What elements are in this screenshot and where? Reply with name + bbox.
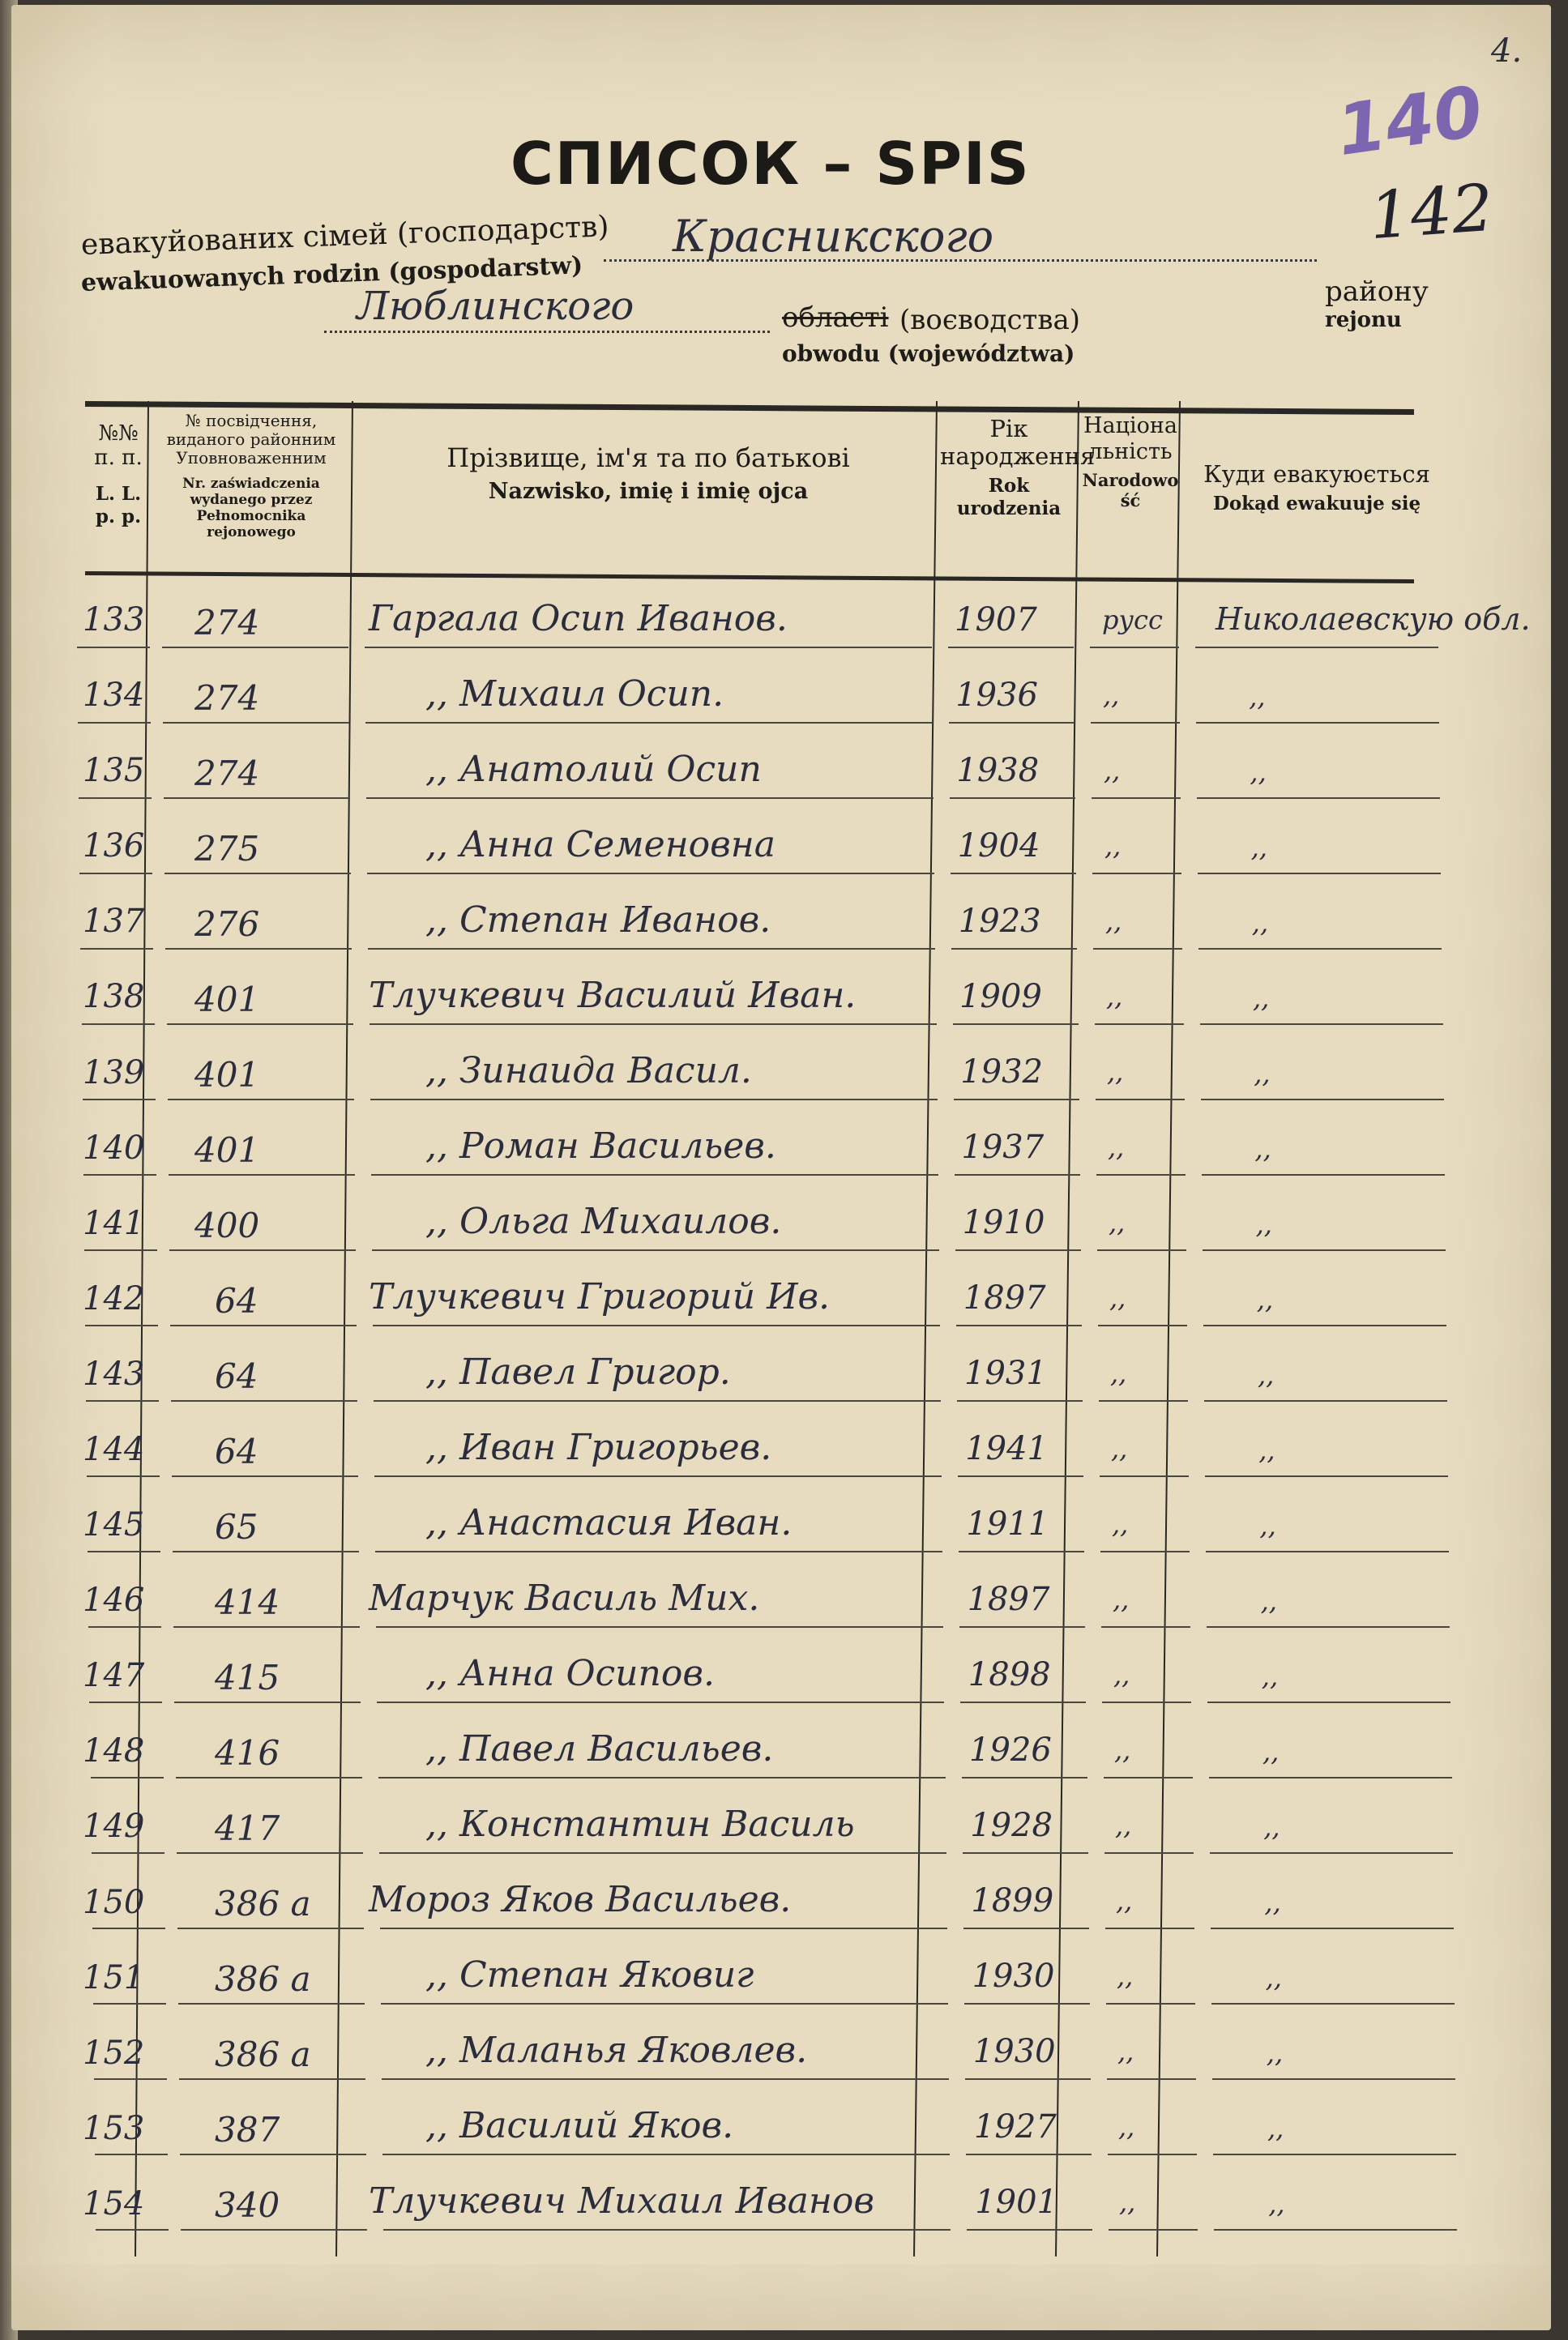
- row-rule-cert: [170, 1325, 357, 1326]
- row-number: 142: [83, 1279, 145, 1317]
- row-number: 140: [83, 1129, 145, 1167]
- row-name: ,, Иван Григорьев.: [425, 1427, 772, 1468]
- row-destination: ,,: [1255, 1209, 1272, 1240]
- row-certificate: 401: [194, 1130, 260, 1170]
- row-number: 146: [83, 1582, 145, 1620]
- row-rule-cert: [168, 1099, 354, 1100]
- row-rule-year: [949, 722, 1075, 724]
- row-certificate: 64: [215, 1432, 258, 1471]
- row-name: ,, Анастасия Иван.: [425, 1502, 793, 1544]
- row-rule-name: [365, 722, 933, 724]
- row-name: ,, Михаил Осип.: [425, 673, 724, 715]
- row-nationality: ,,: [1119, 2187, 1136, 2218]
- row-rule-num: [83, 1174, 156, 1176]
- header-num: №№ п. п. L. L. p. p.: [94, 421, 143, 527]
- region-handwritten: Люблинского: [357, 284, 634, 329]
- row-rule-dest: [1197, 797, 1440, 799]
- row-rule-year: [950, 797, 1075, 799]
- row-year: 1937: [961, 1129, 1045, 1166]
- row-rule-cert: [174, 1702, 361, 1703]
- row-nationality: ,,: [1118, 2112, 1135, 2142]
- row-nationality: ,,: [1112, 1509, 1129, 1539]
- row-rule-year: [966, 2154, 1092, 2155]
- row-rule-num: [78, 722, 151, 724]
- row-name: ,, Павел Григор.: [425, 1351, 731, 1393]
- row-nationality: ,,: [1105, 906, 1122, 937]
- row-rule-num: [96, 2229, 169, 2231]
- stamp-number-c: 4.: [1491, 32, 1523, 70]
- row-name: ,, Константин Василь: [425, 1804, 855, 1845]
- row-rule-nat: [1102, 1702, 1191, 1703]
- row-rule-year: [963, 1852, 1088, 1854]
- row-number: 145: [83, 1506, 145, 1544]
- row-nationality: ,,: [1113, 1659, 1130, 1690]
- row-nationality: ,,: [1109, 1283, 1126, 1313]
- row-rule-cert: [171, 1400, 357, 1402]
- row-year: 1936: [955, 677, 1038, 714]
- row-number: 136: [83, 827, 145, 865]
- row-rule-name: [377, 1702, 944, 1703]
- row-year: 1899: [971, 1882, 1054, 1919]
- row-destination: ,,: [1266, 2038, 1284, 2069]
- row-name: Гаргала Осип Иванов.: [369, 598, 788, 639]
- row-rule-num: [77, 647, 150, 648]
- row-certificate: 401: [194, 980, 260, 1019]
- row-number: 149: [83, 1808, 145, 1846]
- subheader-line1-uk: евакуйованих сімей (господарств): [80, 210, 610, 262]
- row-rule-dest: [1201, 1099, 1444, 1100]
- row-rule-nat: [1109, 2229, 1198, 2231]
- row-rule-num: [86, 1400, 159, 1402]
- row-year: 1910: [962, 1204, 1045, 1241]
- region-label-uk-rest: (воєводства): [899, 304, 1080, 336]
- row-rule-dest: [1198, 948, 1442, 950]
- row-destination: ,,: [1267, 2113, 1284, 2144]
- row-number: 143: [83, 1355, 145, 1393]
- row-year: 1932: [960, 1053, 1043, 1091]
- row-certificate: 64: [215, 1281, 258, 1321]
- row-certificate: 417: [215, 1808, 280, 1848]
- row-name: ,, Роман Васильев.: [425, 1125, 776, 1167]
- row-destination: ,,: [1249, 681, 1266, 712]
- row-year: 1897: [963, 1279, 1046, 1317]
- row-name: Тлучкевич Михаил Иванов: [369, 2180, 874, 2222]
- row-nationality: ,,: [1110, 1358, 1127, 1389]
- row-name: ,, Василий Яков.: [425, 2105, 734, 2146]
- row-year: 1928: [970, 1807, 1053, 1844]
- row-rule-year: [959, 1551, 1084, 1552]
- row-year: 1938: [956, 752, 1040, 789]
- row-destination: Николаевскую обл.: [1216, 601, 1531, 637]
- row-name: Тлучкевич Григорий Ив.: [369, 1276, 831, 1317]
- district-label-uk: району: [1325, 275, 1429, 308]
- row-rule-nat: [1097, 1249, 1186, 1251]
- stamp-number-b: 142: [1366, 169, 1496, 254]
- row-number: 135: [83, 752, 145, 790]
- row-destination: ,,: [1253, 983, 1270, 1014]
- row-name: Мороз Яков Васильев.: [369, 1879, 792, 1920]
- row-nationality: ,,: [1111, 1433, 1128, 1464]
- row-rule-cert: [163, 722, 349, 724]
- row-certificate: 401: [194, 1055, 260, 1095]
- row-rule-num: [80, 948, 153, 950]
- row-year: 1930: [972, 2033, 1056, 2070]
- row-rule-year: [956, 1325, 1082, 1326]
- row-rule-year: [951, 948, 1077, 950]
- region-label-uk-struck: області: [782, 301, 889, 334]
- row-certificate: 64: [215, 1356, 258, 1396]
- row-rule-year: [967, 2229, 1092, 2231]
- row-rule-year: [955, 1249, 1081, 1251]
- district-handwritten: Красникского: [673, 211, 994, 262]
- row-rule-nat: [1096, 1174, 1186, 1176]
- row-rule-dest: [1200, 1023, 1443, 1025]
- document-title: СПИСОК – SPIS: [511, 130, 1031, 198]
- row-rule-name: [368, 948, 935, 950]
- row-rule-name: [374, 1400, 941, 1402]
- row-nationality: ,,: [1116, 1885, 1133, 1916]
- row-nationality: ,,: [1107, 1057, 1124, 1087]
- row-rule-nat: [1107, 2078, 1196, 2080]
- row-rule-name: [370, 1099, 938, 1100]
- row-destination: ,,: [1254, 1058, 1271, 1089]
- row-rule-year: [955, 1174, 1080, 1176]
- row-rule-cert: [172, 1475, 358, 1477]
- row-rule-nat: [1091, 722, 1180, 724]
- row-destination: ,,: [1268, 2188, 1285, 2219]
- row-rule-nat: [1092, 797, 1181, 799]
- row-nationality: ,,: [1114, 1735, 1131, 1766]
- row-year: 1897: [967, 1581, 1050, 1618]
- row-nationality: ,,: [1117, 2036, 1134, 2067]
- row-year: 1930: [972, 1958, 1055, 1995]
- row-name: ,, Анна Осипов.: [425, 1653, 715, 1694]
- row-rule-name: [383, 2229, 951, 2231]
- row-name: Марчук Василь Мих.: [369, 1578, 760, 1619]
- row-rule-num: [91, 1777, 164, 1778]
- row-rule-year: [954, 1099, 1079, 1100]
- row-rule-cert: [169, 1249, 356, 1251]
- row-name: ,, Анатолий Осип: [425, 749, 762, 790]
- row-rule-nat: [1093, 948, 1182, 950]
- row-year: 1901: [975, 2184, 1057, 2221]
- row-rule-name: [365, 647, 932, 648]
- row-rule-num: [88, 1551, 160, 1552]
- district-label-pl: rejonu: [1325, 308, 1402, 332]
- row-rule-dest: [1212, 2078, 1455, 2080]
- row-rule-name: [373, 1325, 940, 1326]
- row-year: 1931: [964, 1355, 1047, 1392]
- row-rule-cert: [165, 948, 352, 950]
- row-number: 144: [83, 1430, 145, 1468]
- row-rule-dest: [1202, 1174, 1445, 1176]
- row-rule-dest: [1214, 2229, 1457, 2231]
- row-number: 154: [83, 2184, 145, 2223]
- row-rule-name: [378, 1777, 946, 1778]
- row-rule-name: [381, 2003, 948, 2005]
- row-certificate: 274: [194, 678, 260, 718]
- row-rule-name: [366, 797, 934, 799]
- row-number: 152: [83, 2034, 145, 2072]
- row-nationality: ,,: [1113, 1584, 1130, 1615]
- row-rule-name: [376, 1626, 943, 1628]
- row-rule-cert: [164, 873, 351, 874]
- row-rule-name: [382, 2154, 950, 2155]
- row-destination: ,,: [1250, 832, 1267, 863]
- row-nationality: ,,: [1117, 1961, 1134, 1992]
- district-dotted-line: [604, 259, 1317, 262]
- row-certificate: 386 а: [215, 1884, 311, 1924]
- row-nationality: ,,: [1104, 755, 1121, 786]
- row-destination: ,,: [1265, 1962, 1282, 1993]
- row-rule-nat: [1108, 2154, 1197, 2155]
- header-name: Прізвище, ім'я та по батькові Nazwisko, imię i imię ojca: [446, 442, 850, 504]
- row-rule-dest: [1210, 1852, 1453, 1854]
- row-certificate: 65: [215, 1507, 258, 1547]
- row-name: ,, Степан Яковиг: [425, 1954, 754, 1996]
- row-rule-dest: [1207, 1626, 1450, 1628]
- row-certificate: 416: [215, 1733, 280, 1773]
- row-destination: ,,: [1264, 1887, 1281, 1918]
- row-rule-num: [88, 1626, 161, 1628]
- row-number: 139: [83, 1053, 145, 1091]
- row-certificate: 275: [194, 829, 260, 869]
- row-rule-num: [83, 1099, 156, 1100]
- row-rule-cert: [177, 1928, 364, 1929]
- row-year: 1904: [957, 827, 1040, 865]
- row-rule-year: [963, 1928, 1089, 1929]
- row-rule-nat: [1095, 1023, 1184, 1025]
- row-destination: ,,: [1263, 1812, 1280, 1843]
- row-rule-num: [85, 1325, 158, 1326]
- row-rule-num: [95, 2154, 168, 2155]
- row-rule-nat: [1096, 1099, 1185, 1100]
- row-rule-dest: [1198, 873, 1441, 874]
- header-cert: № посвідчення, виданого районним Уповноваженним Nr. zaświadczenia wydanego przez Pełnomocnika rejonowego: [166, 411, 336, 540]
- row-rule-nat: [1106, 2003, 1195, 2005]
- row-number: 151: [83, 1958, 145, 1996]
- row-rule-num: [92, 1928, 165, 1929]
- row-rule-name: [379, 1852, 946, 1854]
- header-nat: Національність Narodowość: [1082, 413, 1179, 510]
- row-rule-num: [89, 1702, 162, 1703]
- row-year: 1911: [966, 1505, 1049, 1543]
- region-label-pl: obwodu (województwa): [782, 340, 1075, 367]
- row-rule-dest: [1207, 1702, 1451, 1703]
- row-rule-name: [375, 1551, 942, 1552]
- row-number: 141: [83, 1204, 145, 1242]
- row-certificate: 274: [194, 603, 260, 643]
- row-year: 1927: [974, 2108, 1057, 2146]
- row-rule-nat: [1099, 1400, 1188, 1402]
- row-year: 1926: [969, 1732, 1052, 1769]
- row-certificate: 415: [215, 1658, 280, 1697]
- subheader-line1-pl: ewakuowanych rodzin (gospodarstw): [80, 251, 583, 297]
- row-nationality: русс: [1102, 604, 1163, 635]
- row-certificate: 340: [215, 2185, 280, 2225]
- row-rule-num: [84, 1249, 157, 1251]
- row-rule-cert: [177, 1852, 363, 1854]
- row-year: 1941: [965, 1430, 1048, 1467]
- row-rule-cert: [173, 1626, 360, 1628]
- row-destination: ,,: [1260, 1586, 1277, 1616]
- row-destination: ,,: [1263, 1736, 1280, 1767]
- row-destination: ,,: [1258, 1435, 1275, 1466]
- row-rule-num: [82, 1023, 155, 1025]
- row-name: ,, Степан Иванов.: [425, 899, 771, 941]
- header-year: Рік народження Rok urodzenia: [940, 415, 1096, 519]
- row-rule-cert: [181, 2229, 367, 2231]
- row-number: 137: [83, 903, 145, 941]
- row-rule-num: [79, 797, 152, 799]
- row-certificate: 387: [215, 2110, 280, 2150]
- row-rule-cert: [180, 2154, 366, 2155]
- row-rule-nat: [1104, 1777, 1193, 1778]
- row-nationality: ,,: [1103, 680, 1120, 711]
- row-rule-year: [959, 1626, 1085, 1628]
- row-rule-dest: [1211, 2003, 1455, 2005]
- row-rule-name: [371, 1174, 938, 1176]
- row-certificate: 386 а: [215, 2035, 311, 2074]
- row-rule-year: [958, 1475, 1083, 1477]
- row-rule-name: [374, 1475, 942, 1477]
- row-name: ,, Павел Васильев.: [425, 1728, 774, 1770]
- row-year: 1898: [968, 1656, 1051, 1693]
- row-destination: ,,: [1258, 1360, 1275, 1390]
- row-rule-dest: [1211, 1928, 1454, 1929]
- row-rule-year: [953, 1023, 1079, 1025]
- row-rule-dest: [1206, 1551, 1449, 1552]
- row-rule-dest: [1196, 722, 1439, 724]
- row-name: ,, Зинаида Васил.: [425, 1050, 752, 1091]
- row-certificate: 414: [215, 1582, 280, 1622]
- row-rule-nat: [1098, 1325, 1187, 1326]
- row-nationality: ,,: [1106, 981, 1123, 1012]
- row-number: 134: [83, 677, 145, 715]
- row-rule-year: [964, 2003, 1090, 2005]
- row-rule-cert: [169, 1174, 355, 1176]
- row-rule-cert: [178, 2003, 365, 2005]
- row-rule-cert: [179, 2078, 365, 2080]
- row-destination: ,,: [1261, 1661, 1279, 1692]
- row-number: 138: [83, 978, 145, 1016]
- row-certificate: 386 а: [215, 1959, 311, 1999]
- row-rule-nat: [1104, 1852, 1194, 1854]
- row-rule-nat: [1100, 1475, 1189, 1477]
- stamp-number-a: 140: [1331, 70, 1488, 173]
- row-number: 148: [83, 1732, 145, 1770]
- row-rule-num: [79, 873, 152, 874]
- row-certificate: 400: [194, 1206, 260, 1245]
- row-rule-name: [367, 873, 934, 874]
- row-destination: ,,: [1250, 757, 1267, 788]
- row-rule-num: [94, 2078, 167, 2080]
- row-rule-cert: [176, 1777, 362, 1778]
- row-rule-cert: [162, 647, 348, 648]
- row-rule-dest: [1209, 1777, 1452, 1778]
- row-rule-dest: [1203, 1325, 1446, 1326]
- row-rule-name: [370, 1023, 937, 1025]
- row-nationality: ,,: [1109, 1207, 1126, 1238]
- row-certificate: 276: [194, 904, 260, 944]
- row-rule-nat: [1090, 647, 1179, 648]
- row-rule-year: [962, 1777, 1087, 1778]
- row-rule-year: [965, 2078, 1091, 2080]
- row-rule-year: [957, 1400, 1083, 1402]
- row-year: 1907: [955, 601, 1037, 638]
- row-name: Тлучкевич Василий Иван.: [369, 975, 857, 1016]
- row-name: ,, Анна Семеновна: [425, 824, 775, 865]
- row-number: 133: [83, 601, 145, 638]
- row-rule-name: [372, 1249, 939, 1251]
- row-number: 150: [83, 1883, 145, 1921]
- row-rule-year: [951, 873, 1076, 874]
- row-rule-dest: [1213, 2154, 1456, 2155]
- row-destination: ,,: [1251, 907, 1269, 938]
- row-number: 153: [83, 2109, 145, 2147]
- row-rule-num: [87, 1475, 160, 1477]
- row-rule-dest: [1203, 1249, 1446, 1251]
- row-rule-num: [92, 1852, 164, 1854]
- row-destination: ,,: [1254, 1134, 1271, 1164]
- region-dotted-line: [324, 331, 770, 333]
- row-year: 1909: [959, 978, 1042, 1015]
- row-rule-dest: [1195, 647, 1438, 648]
- row-rule-nat: [1105, 1928, 1194, 1929]
- row-rule-nat: [1092, 873, 1181, 874]
- row-rule-name: [380, 1928, 947, 1929]
- row-rule-dest: [1204, 1400, 1447, 1402]
- row-rule-dest: [1205, 1475, 1448, 1477]
- header-dest: Куди евакуюється Dokąd ewakuuje się: [1203, 460, 1430, 515]
- row-certificate: 274: [194, 754, 260, 793]
- row-rule-cert: [167, 1023, 353, 1025]
- row-rule-year: [960, 1702, 1086, 1703]
- row-destination: ,,: [1259, 1510, 1276, 1541]
- row-rule-year: [948, 647, 1074, 648]
- row-rule-nat: [1101, 1626, 1190, 1628]
- row-nationality: ,,: [1108, 1132, 1125, 1163]
- row-number: 147: [83, 1657, 145, 1695]
- row-rule-cert: [164, 797, 350, 799]
- row-rule-name: [382, 2078, 949, 2080]
- row-destination: ,,: [1256, 1284, 1274, 1315]
- row-rule-cert: [173, 1551, 359, 1552]
- row-nationality: ,,: [1104, 831, 1122, 861]
- row-year: 1923: [958, 903, 1041, 940]
- row-rule-nat: [1100, 1551, 1190, 1552]
- row-name: ,, Маланья Яковлев.: [425, 2030, 808, 2071]
- row-nationality: ,,: [1115, 1810, 1132, 1841]
- row-name: ,, Ольга Михаилов.: [425, 1201, 782, 1242]
- row-rule-num: [93, 2003, 166, 2005]
